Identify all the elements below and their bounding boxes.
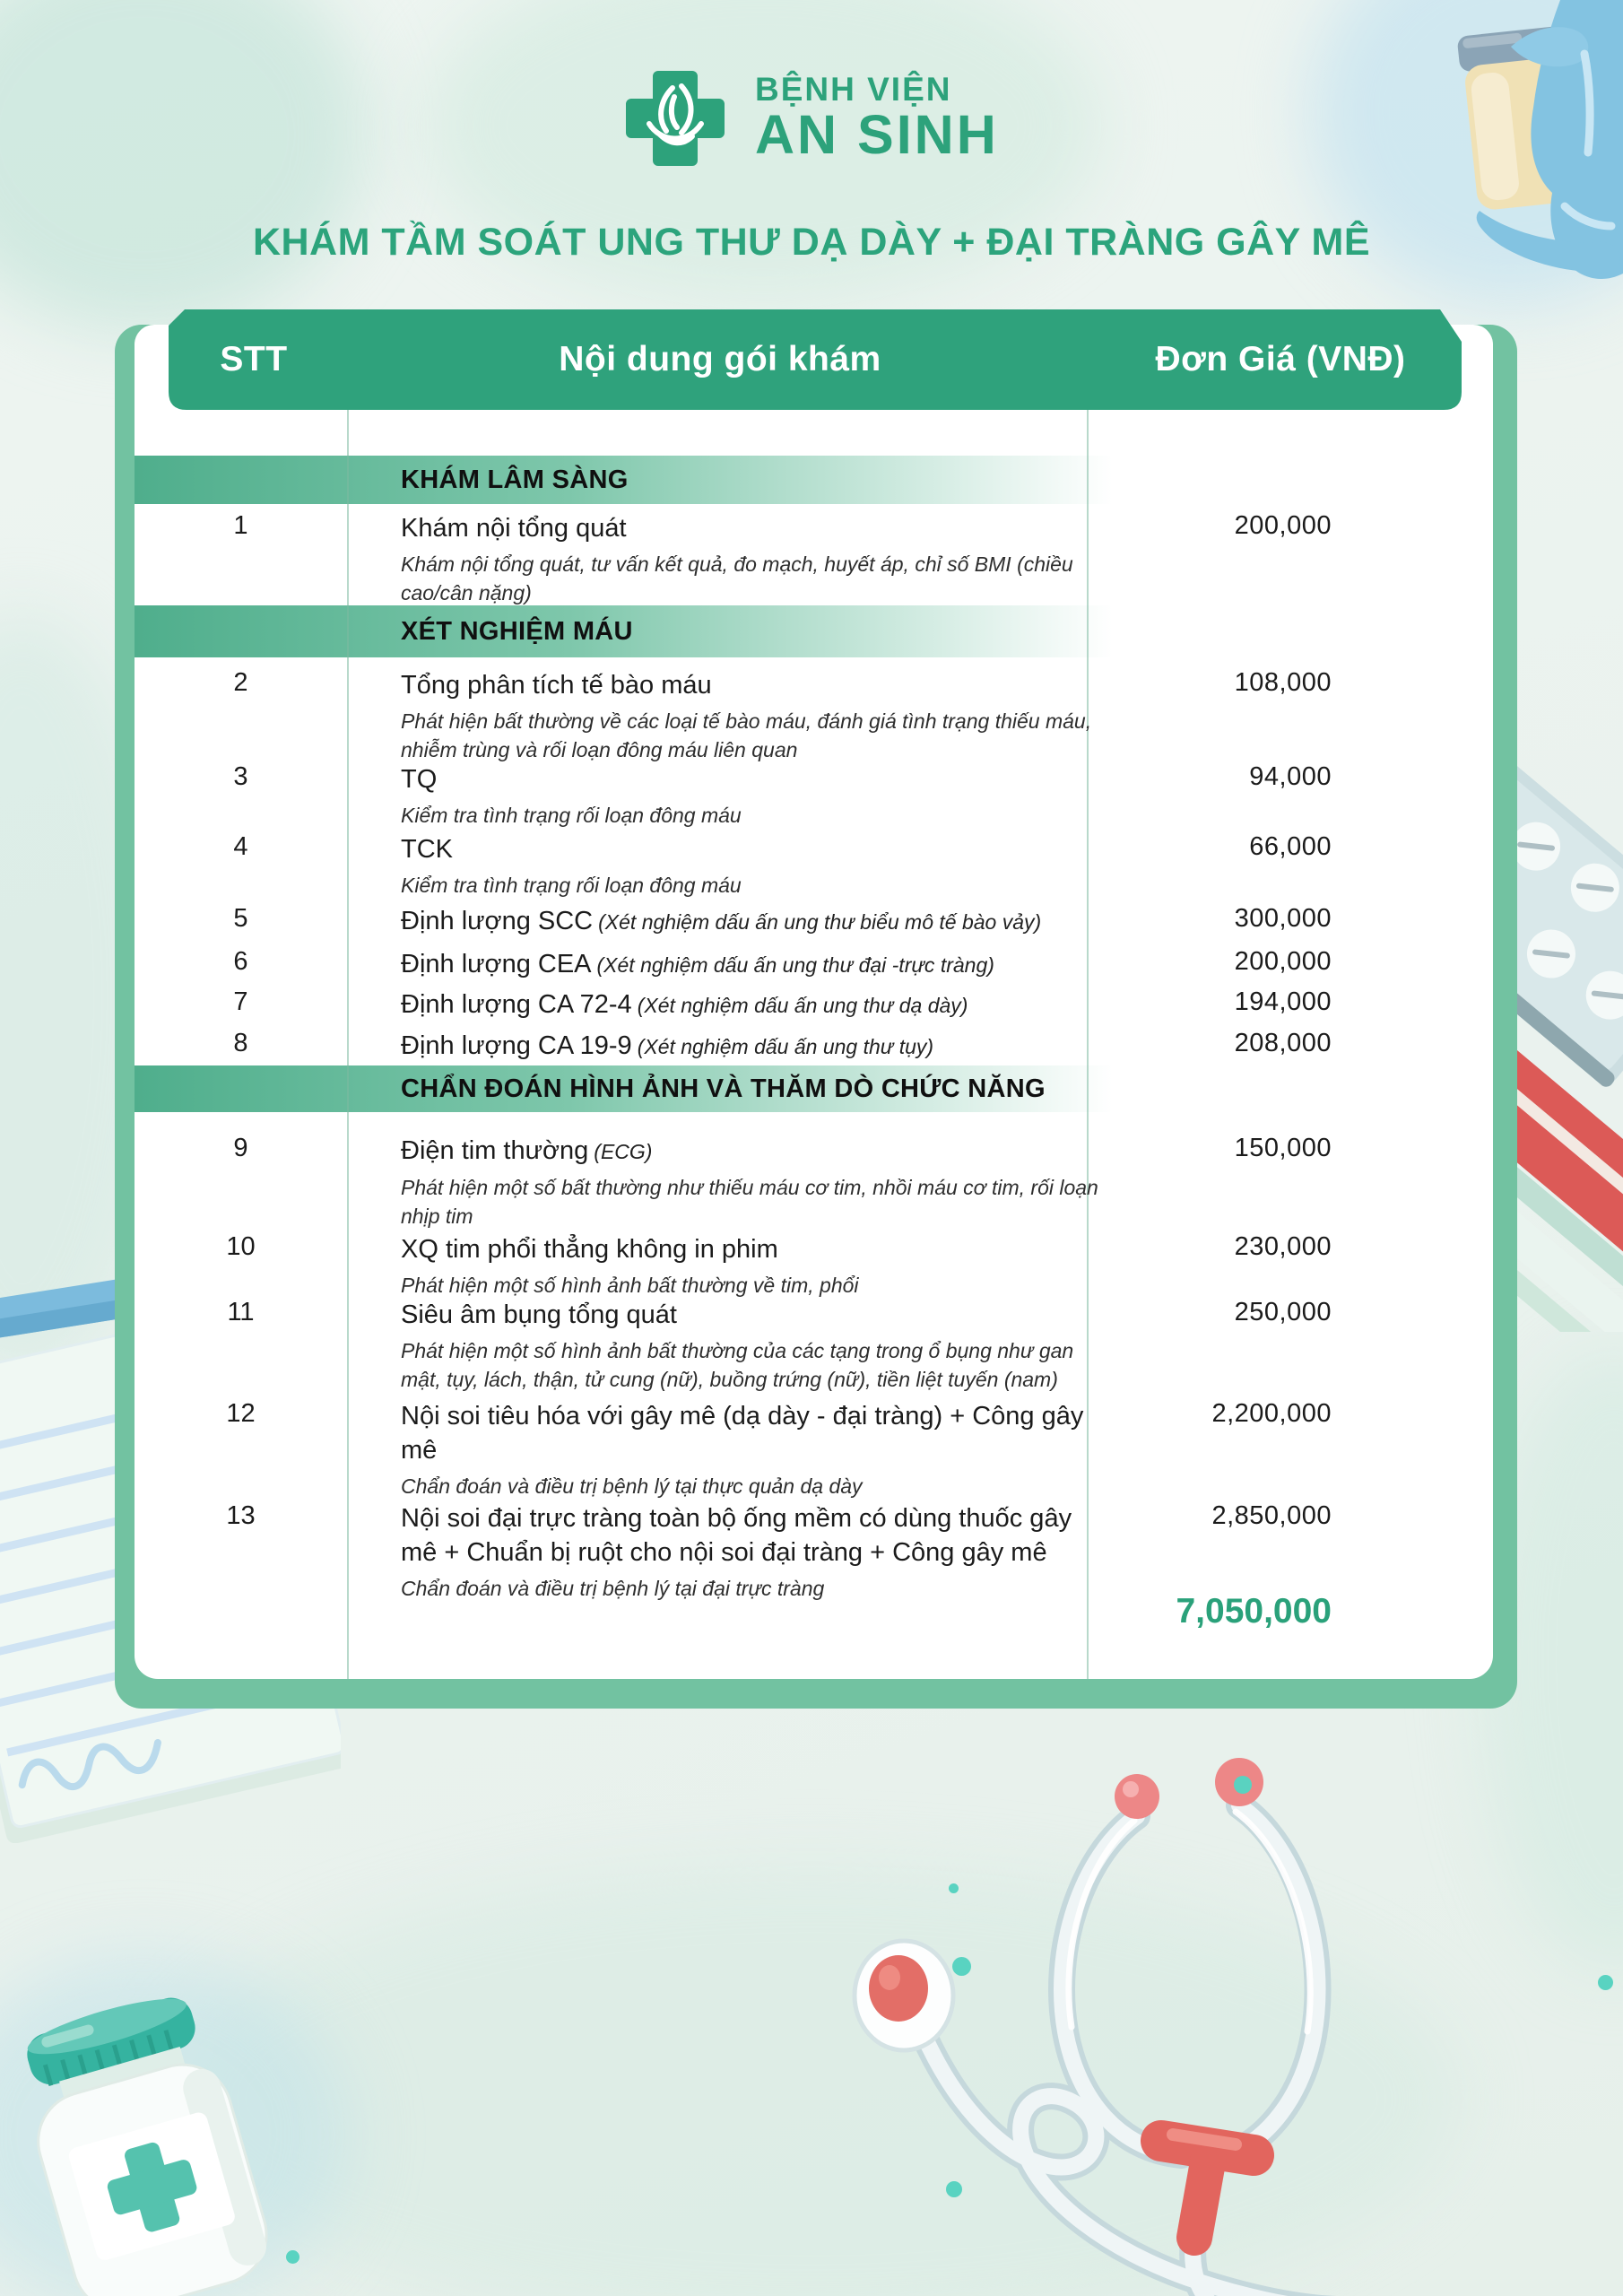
row-number: 12 xyxy=(226,1399,256,1428)
item-desc: Phát hiện một số bất thường như thiếu máu cơ tim, nhồi máu cơ tim, rối loạn nhịp tim xyxy=(401,1176,1098,1228)
row-number: 8 xyxy=(233,1029,248,1057)
item-name: Nội soi đại trực tràng toàn bộ ống mềm có dùng thuốc gây mê + Chuẩn bị ruột cho nội soi đại tràng + Công gây mê xyxy=(401,1504,1072,1567)
item-desc: Phát hiện một số hình ảnh bất thường về tim, phổi xyxy=(401,1274,859,1297)
price-table xyxy=(135,325,1493,1679)
row-number: 11 xyxy=(227,1298,255,1326)
item-price: 208,000 xyxy=(1234,1029,1332,1057)
item-name: Định lượng SCC xyxy=(401,907,594,935)
row-number: 9 xyxy=(233,1134,248,1162)
item-price: 2,200,000 xyxy=(1211,1399,1332,1428)
row-number: 13 xyxy=(226,1501,256,1530)
teal-dot xyxy=(1598,1975,1613,1990)
item-name: TQ xyxy=(401,765,438,794)
item-price: 230,000 xyxy=(1234,1232,1332,1261)
item-price: 94,000 xyxy=(1249,762,1332,791)
item-desc: Phát hiện bất thường về các loại tế bào máu, đánh giá tình trạng thiếu máu, nhiễm trùng và rối loạn đông máu liên quan xyxy=(401,709,1092,761)
teal-dot xyxy=(952,1957,971,1976)
total-price: 7,050,000 xyxy=(1176,1592,1332,1631)
item-paren: (Xét nghiệm dấu ấn ung thư dạ dày) xyxy=(637,994,968,1017)
section-header-xet-nghiem-mau: XÉT NGHIỆM MÁU xyxy=(135,605,1493,657)
item-name: Định lượng CEA xyxy=(401,950,592,978)
item-paren: (Xét nghiệm dấu ấn ung thư đại -trực tràng) xyxy=(596,953,994,977)
item-price: 108,000 xyxy=(1234,668,1332,697)
column-header-content: Nội dung gói khám xyxy=(559,340,881,378)
item-name: Nội soi tiêu hóa với gây mê (dạ dày - đại tràng) + Công gây mê xyxy=(401,1402,1084,1465)
hospital-name-line1: BỆNH VIỆN xyxy=(755,71,952,108)
row-number: 7 xyxy=(233,987,248,1016)
row-number: 4 xyxy=(233,832,248,861)
item-name: Khám nội tổng quát xyxy=(401,514,627,543)
item-name: TCK xyxy=(401,835,453,864)
watercolor-wash xyxy=(0,0,368,332)
item-price: 2,850,000 xyxy=(1211,1501,1332,1530)
page-title: KHÁM TẦM SOÁT UNG THƯ DẠ DÀY + ĐẠI TRÀNG GÂY MÊ xyxy=(252,221,1371,264)
row-number: 10 xyxy=(226,1232,256,1261)
item-price: 200,000 xyxy=(1234,511,1332,540)
item-desc: Chẩn đoán và điều trị bệnh lý tại thực quản dạ dày xyxy=(401,1474,863,1498)
row-number: 1 xyxy=(233,511,248,540)
item-paren: (ECG) xyxy=(594,1140,653,1163)
column-header-stt: STT xyxy=(220,340,288,378)
item-price: 200,000 xyxy=(1234,947,1332,976)
item-price: 66,000 xyxy=(1249,832,1332,861)
item-name: Tổng phân tích tế bào máu xyxy=(401,671,712,700)
item-name: Định lượng CA 72-4 xyxy=(401,990,632,1019)
table-header-labels xyxy=(169,309,1462,410)
medicine-jar-illustration xyxy=(0,1996,318,2296)
item-price: 250,000 xyxy=(1234,1298,1332,1326)
teal-dot xyxy=(286,2250,299,2264)
column-divider xyxy=(347,408,349,1679)
item-name: Siêu âm bụng tổng quát xyxy=(401,1300,677,1329)
item-price: 150,000 xyxy=(1234,1134,1332,1162)
hospital-name-line2: AN SINH xyxy=(755,104,999,165)
item-desc: Chẩn đoán và điều trị bệnh lý tại đại trực tràng xyxy=(401,1577,825,1600)
item-price: 300,000 xyxy=(1234,904,1332,933)
item-desc: Khám nội tổng quát, tư vấn kết quả, đo mạch, huyết áp, chỉ số BMI (chiều cao/cân nặng) xyxy=(401,552,1073,604)
row-number: 3 xyxy=(233,762,248,791)
teal-dot xyxy=(946,2181,962,2197)
section-header-chan-doan-hinh-anh: CHẨN ĐOÁN HÌNH ẢNH VÀ THĂM DÒ CHỨC NĂNG xyxy=(135,1065,1493,1112)
item-desc: Kiểm tra tình trạng rối loạn đông máu xyxy=(401,874,742,897)
item-paren: (Xét nghiệm dấu ấn ung thư tụy) xyxy=(637,1035,934,1058)
stethoscope-illustration xyxy=(825,1735,1623,2296)
row-number: 5 xyxy=(233,904,248,933)
item-name: Định lượng CA 19-9 xyxy=(401,1031,632,1060)
section-header-kham-lam-sang: KHÁM LÂM SÀNG xyxy=(135,456,1493,504)
item-paren: (Xét nghiệm dấu ấn ung thư biểu mô tế bào vảy) xyxy=(598,910,1042,934)
column-header-price: Đơn Giá (VNĐ) xyxy=(1155,340,1406,378)
item-desc: Kiểm tra tình trạng rối loạn đông máu xyxy=(401,804,742,827)
teal-dot xyxy=(949,1883,959,1893)
row-number: 2 xyxy=(233,668,248,697)
item-desc: Phát hiện một số hình ảnh bất thường của các tạng trong ổ bụng như gan mật, tụy, lách, thận, tử cung (nữ), buồng trứng (nữ), tiền liệt tuyến (nam) xyxy=(401,1339,1074,1391)
hospital-logo xyxy=(755,71,999,165)
cross-lotus-icon xyxy=(626,68,725,169)
item-price: 194,000 xyxy=(1234,987,1332,1016)
row-number: 6 xyxy=(233,947,248,976)
item-name: Điện tim thường xyxy=(401,1136,589,1165)
item-name: XQ tim phổi thẳng không in phim xyxy=(401,1235,778,1264)
